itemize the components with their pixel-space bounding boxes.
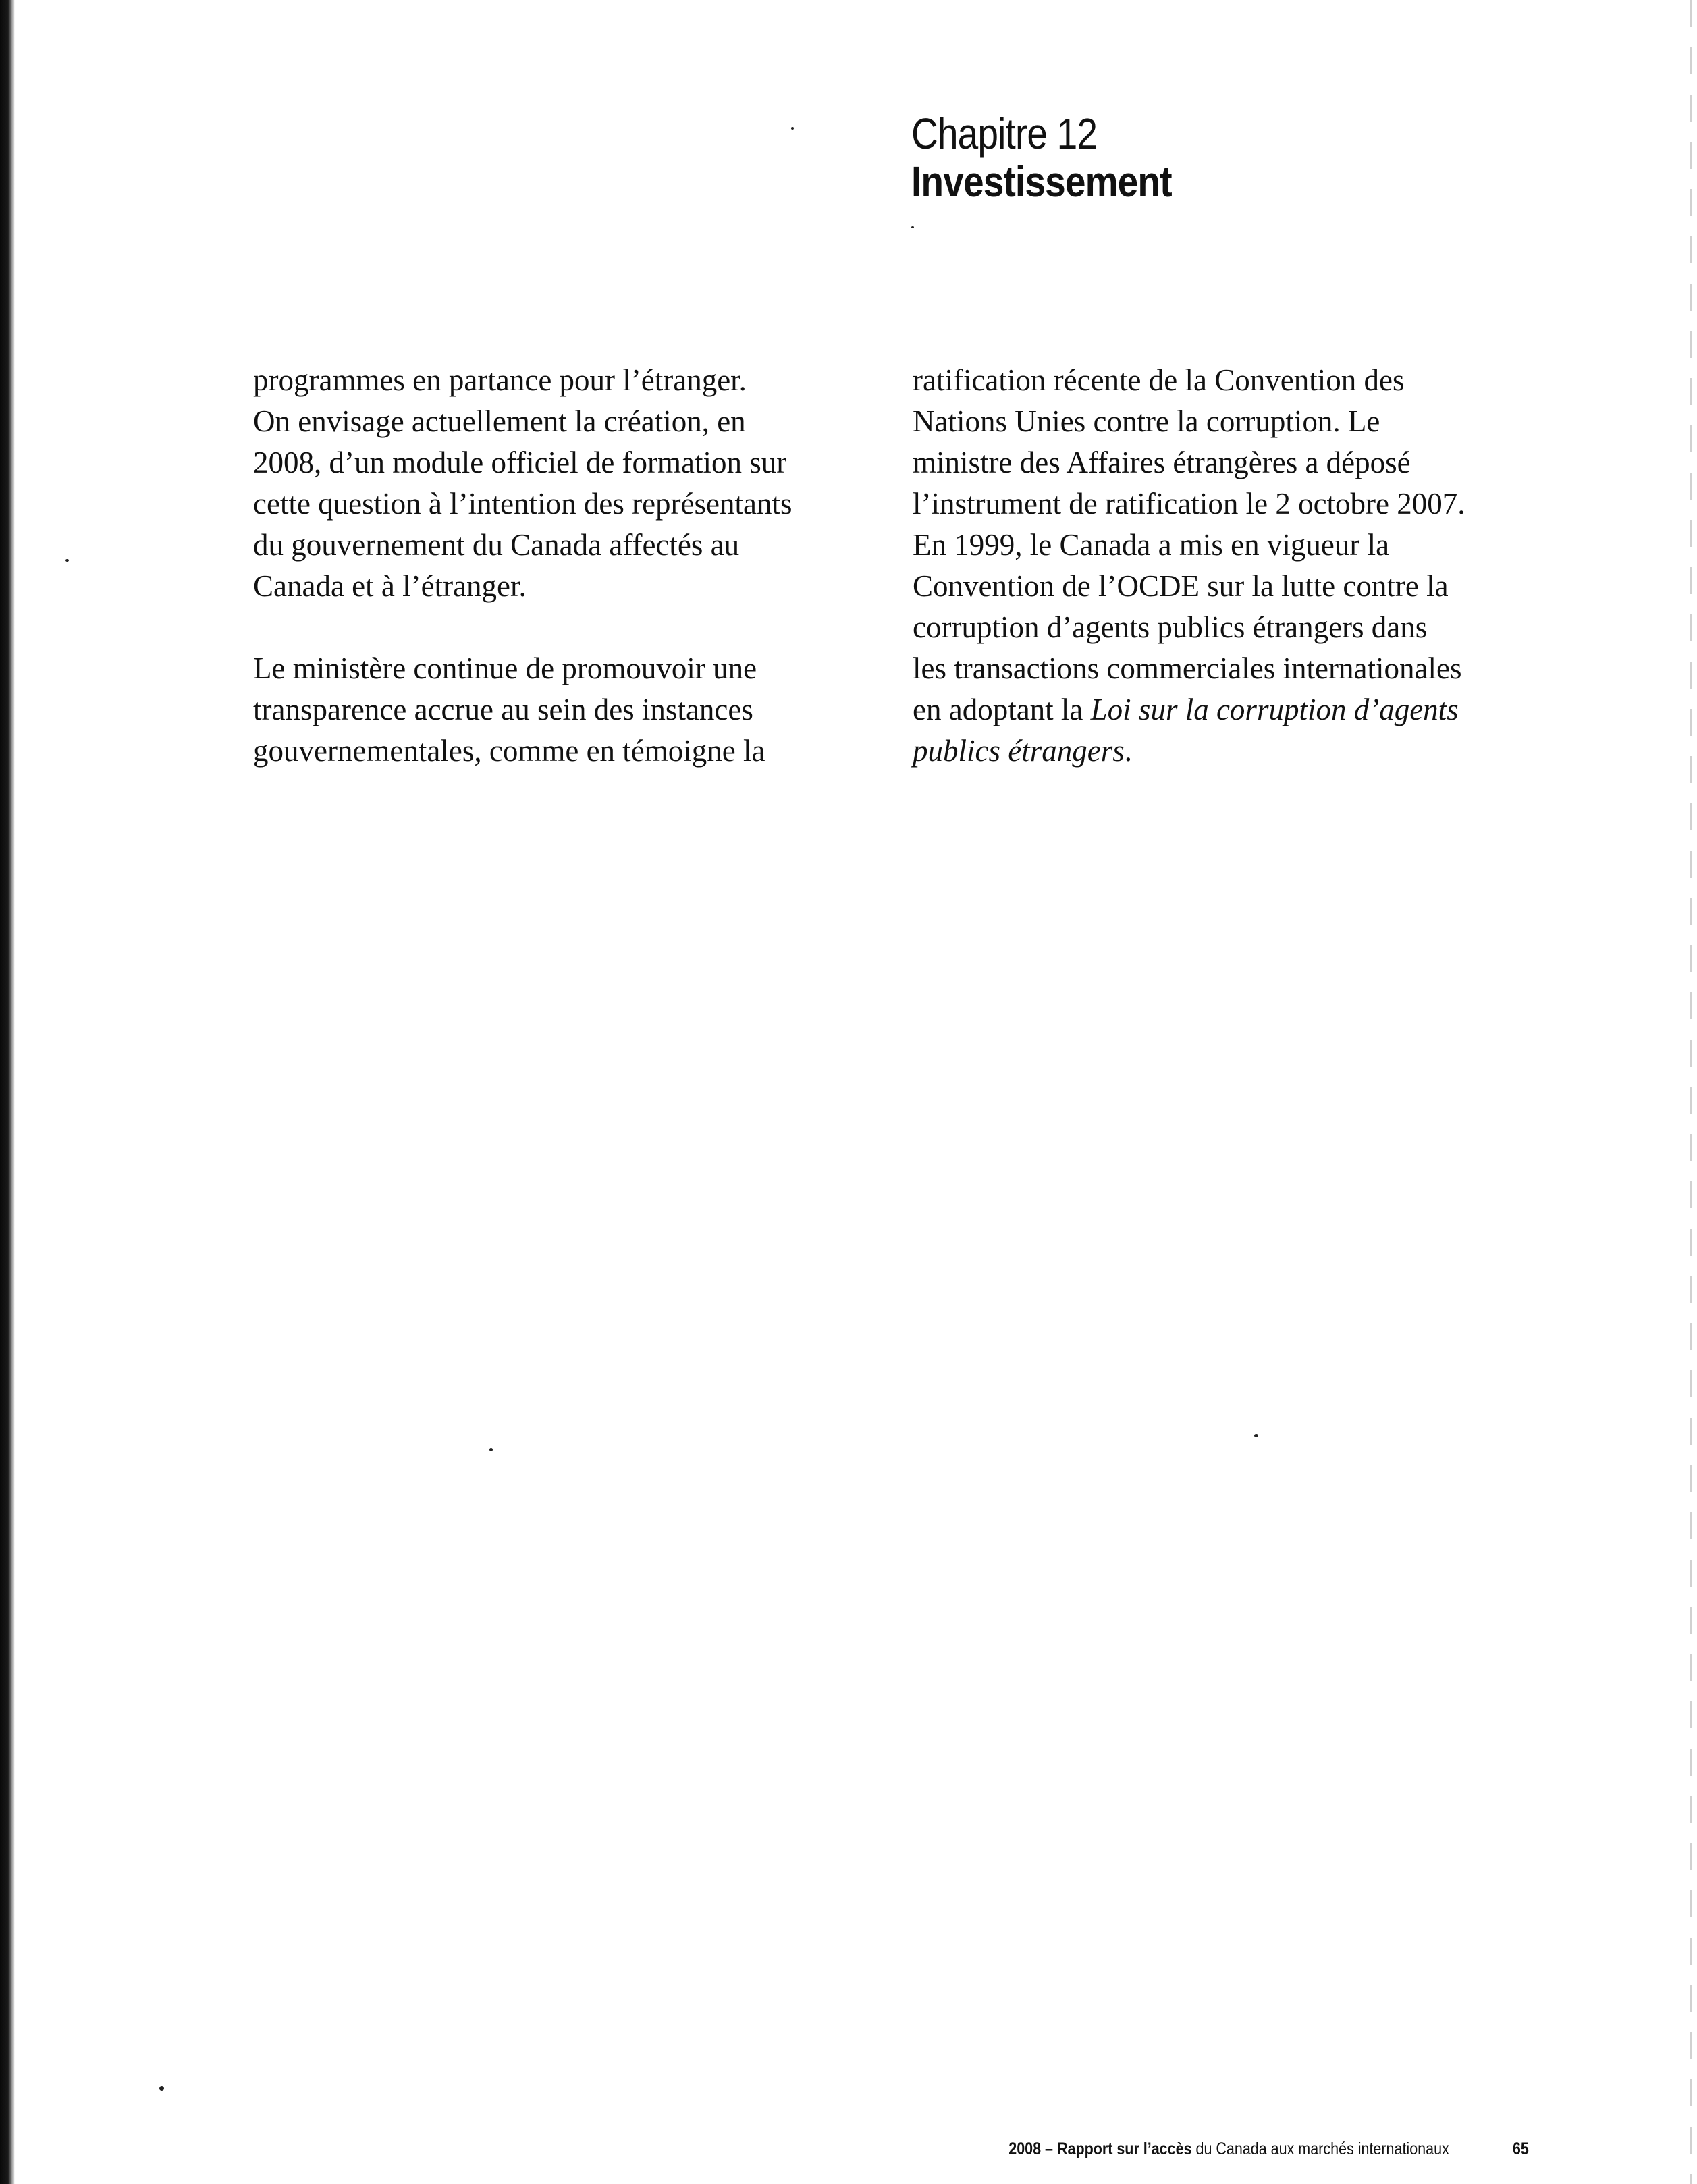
footer-report-year: 2008 – Rapport sur l’accès [1008,2139,1192,2158]
scan-edge-left [0,0,15,2184]
text-line: ratification récente de la Convention des [913,363,1405,397]
scan-speck [489,1448,493,1451]
text-line: Nations Unies contre la corruption. Le [913,404,1380,438]
scan-speck [65,559,69,562]
law-title-italic: publics étrangers [913,734,1125,768]
text-line: Le ministère continue de promouvoir une [253,651,757,685]
text-line: transparence accrue au sein des instances [253,693,753,726]
chapter-title: Investissement [911,157,1172,206]
law-title-italic: Loi sur la corruption d’agents [1090,693,1459,726]
text-line: l’instrument de ratification le 2 octobre 2007. [913,487,1465,521]
text-line [913,689,1520,730]
text-line: programmes en partance pour l’étranger. [253,363,747,397]
scan-edge-right [1690,0,1692,2184]
chapter-number: Chapitre 12 [911,109,1098,158]
left-paragraph-2 [253,648,861,772]
left-column [253,360,861,813]
text-line: ministre des Affaires étrangères a déposé [913,446,1411,479]
scan-speck [791,127,794,130]
text-line: 2008, d’un module officiel de formation sur [253,446,787,479]
scan-speck [1254,1434,1258,1437]
right-paragraph [913,360,1520,772]
text-fragment: . [1124,734,1132,768]
text-line: les transactions commerciales internationales [913,651,1462,685]
text-line: du gouvernement du Canada affectés au [253,528,740,562]
text-line: On envisage actuellement la création, en [253,404,746,438]
footer-report-title [1008,2137,1449,2160]
text-line [913,730,1520,772]
chapter-header [911,109,1586,205]
footer-report-rest: du Canada aux marchés internationaux [1191,2139,1449,2158]
text-line: corruption d’agents publics étrangers dans [913,610,1428,644]
page-footer [878,2137,1536,2164]
left-paragraph-1 [253,360,861,607]
page-number: 65 [1513,2139,1529,2158]
text-line: En 1999, le Canada a mis en vigueur la [913,528,1390,562]
scan-speck [911,226,914,228]
text-line: gouvernementales, comme en témoigne la [253,734,765,768]
text-line: Convention de l’OCDE sur la lutte contre la [913,569,1449,603]
text-line: Canada et à l’étranger. [253,569,527,603]
right-column [913,360,1520,813]
text-fragment: en adoptant la [913,693,1091,726]
scan-speck [159,2086,164,2091]
text-line: cette question à l’intention des représentants [253,487,792,521]
